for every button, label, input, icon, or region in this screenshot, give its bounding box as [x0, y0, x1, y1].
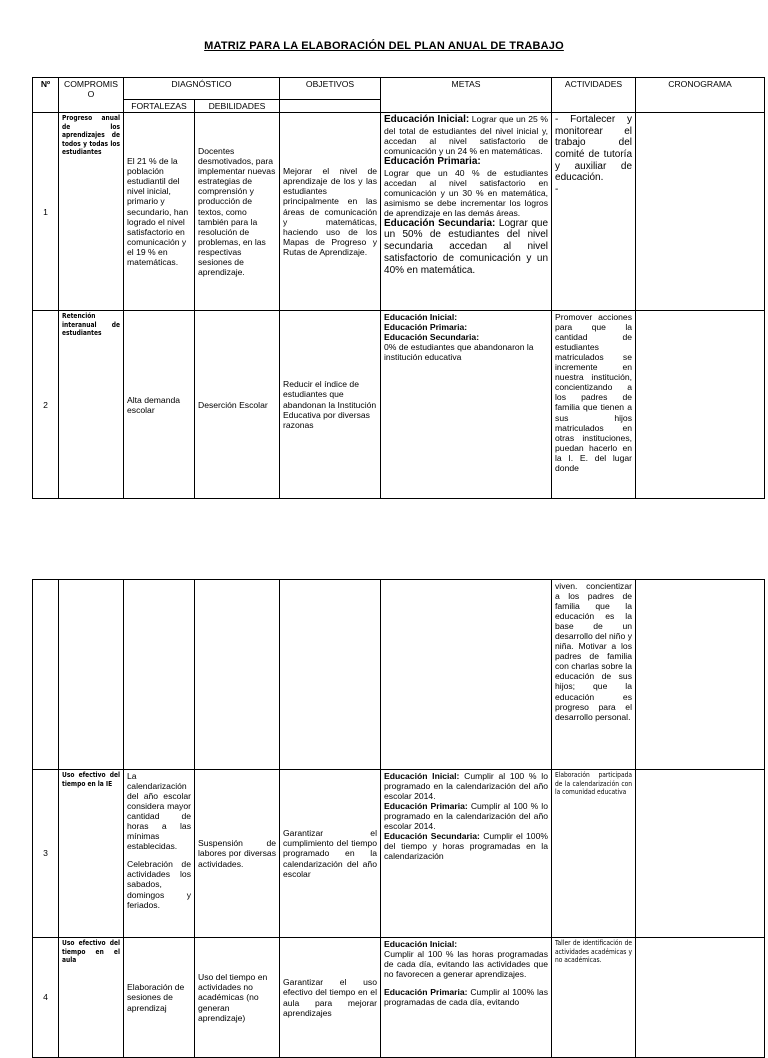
cronograma-cell	[636, 938, 765, 1058]
meta-primaria-label: Educación Primaria:	[384, 155, 481, 167]
header-metas: METAS	[381, 78, 552, 113]
header-cronograma: CRONOGRAMA	[636, 78, 765, 113]
page-title: MATRIZ PARA LA ELABORACIÓN DEL PLAN ANUAL DE TRABAJO	[204, 40, 564, 52]
header-actividades: ACTIVIDADES	[552, 78, 636, 113]
compromiso-cell: Uso efectivo del tiempo en el aula	[59, 938, 124, 1058]
table-row	[33, 113, 765, 311]
fortaleza-text-2: Celebración de actividades los sabados, domingos y feriados.	[127, 859, 191, 910]
meta-primaria-label: Educación Primaria:	[384, 322, 468, 333]
meta-secundaria-text: Lograr que un 50% de estudiantes del nivel secundaria accedan al nivel satisfactorio de comunicación y un 40% en matemática.	[384, 217, 549, 276]
objetivos-cell: Mejorar el nivel de aprendizaje de los y las estudiantes principalmente en las áreas de comunicación y matemáticas, haciendo uso de los Mapas de Progreso y Rutas de Aprendizaje.	[280, 113, 381, 311]
fortalezas-cell: Alta demanda escolar	[124, 311, 195, 499]
meta-secundaria-text: 0% de estudiantes que abandonaron la institución educativa	[384, 342, 534, 363]
debilidades-cell: Docentes desmotivados, para implementar nuevas estrategias de comprensión y producción de textos, como también para la resolución de problemas, en las respectivas sesiones de aprendizaje.	[195, 113, 280, 311]
meta-primaria-label: Educación Primaria:	[384, 801, 468, 812]
row-number: 3	[33, 770, 59, 938]
fortalezas-cell	[124, 580, 195, 770]
meta-secundaria-label: Educación Secundaria:	[384, 332, 480, 343]
debilidades-cell: Uso del tiempo en actividades no académicas (no generan aprendizaje)	[195, 938, 280, 1058]
metas-cell	[381, 580, 552, 770]
row-number: 4	[33, 938, 59, 1058]
cronograma-cell	[636, 770, 765, 938]
objetivos-cell: Reducir el índice de estudiantes que abandonan la Institución Educativa por diversas razonas	[280, 311, 381, 499]
actividad-text: - Fortalecer y monitorear el trabajo del comité de tutoría y auxiliar de educación.	[555, 114, 633, 184]
cronograma-cell	[636, 311, 765, 499]
table-row	[33, 938, 765, 1058]
meta-inicial-text: Lograr que un 25 % del total de estudiantes del nivel inicial y, accedan al nivel satisfactorio de comunicación y un 24 % en matemáticas.	[384, 114, 549, 156]
header-debilidades: DEBILIDADES	[195, 100, 280, 113]
meta-inicial-label: Educación Inicial:	[384, 312, 458, 323]
cronograma-cell	[636, 580, 765, 770]
header-objetivos: OBJETIVOS	[280, 78, 381, 100]
table-row	[33, 770, 765, 938]
meta-secundaria-label: Educación Secundaria:	[384, 217, 496, 229]
compromiso-cell	[59, 580, 124, 770]
meta-secundaria-text: Cumplir el 100% del tiempo y horas programadas en la calendarización	[384, 831, 548, 862]
actividad-extra: -	[555, 184, 559, 196]
actividades-cell: Taller de identificación de actividades académicas y no académicas.	[552, 938, 636, 1058]
actividades-cell: Elaboración participada de la calendarización con la comunidad educativa	[552, 770, 636, 938]
header-fortalezas: FORTALEZAS	[124, 100, 195, 113]
actividades-cell	[552, 113, 636, 311]
fortalezas-cell	[124, 770, 195, 938]
fortalezas-cell: Elaboración de sesiones de aprendizaj	[124, 938, 195, 1058]
table-row	[33, 580, 765, 770]
actividades-cell: viven. concientizar a los padres de familia que la educación es la base de un desarrollo del niño y niña. Motivar a los padres de familia con charlas sobre la educación de sus hijos; que la educación es progreso para el desarrollo personal.	[552, 580, 636, 770]
plan-matrix-table-continued	[32, 579, 765, 1058]
metas-cell	[381, 113, 552, 311]
meta-inicial-label: Educación Inicial:	[384, 771, 460, 781]
meta-primaria-label: Educación Primaria:	[384, 987, 468, 998]
compromiso-cell: Uso efectivo del tiempo en la IE	[59, 770, 124, 938]
meta-inicial-text: Cumplir al 100 % lo programado en la calendarización del año escolar 2014.	[384, 771, 548, 802]
debilidades-cell: Deserción Escolar	[195, 311, 280, 499]
fortaleza-text: La calendarización del año escolar considera mayor cantidad de horas a las mínimas establecidas.	[127, 771, 191, 852]
header-compromiso: COMPROMISO	[59, 78, 124, 113]
debilidades-cell	[195, 580, 280, 770]
header-num: Nº	[33, 78, 59, 113]
meta-primaria-text: Cumplir al 100% las programadas de cada día, evitando	[384, 987, 549, 1008]
metas-cell	[381, 770, 552, 938]
compromiso-cell: Retención interanual de estudiantes	[59, 311, 124, 499]
meta-inicial-label: Educación Inicial:	[384, 114, 470, 126]
cronograma-cell	[636, 113, 765, 311]
debilidades-cell: Suspensión de labores por diversas actividades.	[195, 770, 280, 938]
row-number: 2	[33, 311, 59, 499]
compromiso-cell: Progreso anual de los aprendizajes de todos y todas los estudiantes	[59, 113, 124, 311]
metas-cell	[381, 938, 552, 1058]
metas-cell	[381, 311, 552, 499]
header-diagnostico: DIAGNÓSTICO	[124, 78, 280, 100]
actividades-cell: Promover acciones para que la cantidad de estudiantes matriculados se incremente en nuestra institución, concientizando a los padres de familia que tienen a sus hijos matriculados en otras instituciones, puedan hacerlo en la I. E. del lugar donde	[552, 311, 636, 499]
objetivos-cell: Garantizar el uso efectivo del tiempo en el aula para mejorar aprendizajes	[280, 938, 381, 1058]
row-number	[33, 580, 59, 770]
meta-primaria-text: Lograr que un 40 % de estudiantes accedan al nivel satisfactorio en comunicación y un 30 % en matemática, asimismo se debe incrementar los logros de aprendizaje en las demás áreas.	[384, 167, 549, 218]
meta-inicial-text: Cumplir al 100 % las horas programadas de cada día, evitando las actividades que no favorecen a generar aprendizajes.	[384, 949, 548, 980]
objetivos-cell	[280, 580, 381, 770]
meta-inicial-label: Educación Inicial:	[384, 939, 458, 949]
table-row	[33, 311, 765, 499]
fortalezas-cell: El 21 % de la población estudiantil del nivel inicial, primario y secundario, han logrado el nivel satisfactorio en comunicación y el 19 % en matemáticas.	[124, 113, 195, 311]
meta-primaria-text: Cumplir al 100 % lo programado en la calendarización del año escolar 2014.	[384, 801, 548, 832]
header-objetivos-empty	[280, 100, 381, 113]
objetivos-cell: Garantizar el cumplimiento del tiempo programado en la calendarización del año escolar	[280, 770, 381, 938]
plan-matrix-table	[32, 77, 765, 499]
row-number: 1	[33, 113, 59, 311]
meta-secundaria-label: Educación Secundaria:	[384, 831, 480, 842]
